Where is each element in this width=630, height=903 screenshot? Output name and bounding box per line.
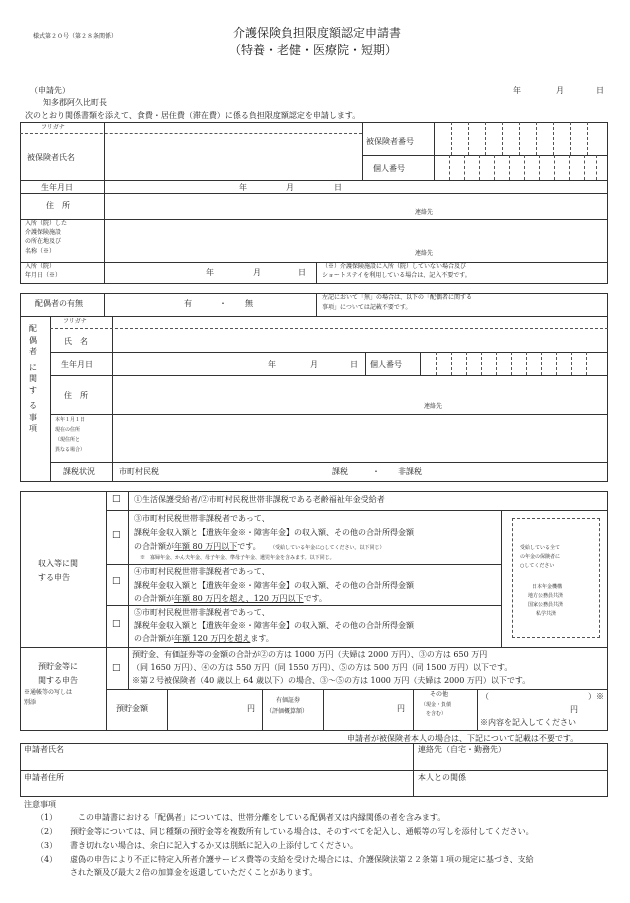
facility-label-1: 入所（院）した bbox=[25, 220, 68, 227]
spouse-tax-taxed[interactable]: 課税 bbox=[332, 467, 348, 476]
income-option3-checkbox[interactable]: □ bbox=[112, 530, 121, 540]
spouse-presence-label: 配偶者の有無 bbox=[35, 299, 83, 308]
admission-note-2: ショートステイを利用している場合は、記入不要です。 bbox=[322, 272, 471, 279]
spouse-personal-number-label: 個人番号 bbox=[370, 360, 402, 369]
admission-note-1: （※）介護保険施設に入所（院）していない場合及び bbox=[322, 263, 467, 270]
note-2-text: 預貯金等については、同じ種類の預貯金等を複数所有している場合は、そのすべてを記入し、通帳等の写しを添付してください。 bbox=[70, 827, 534, 836]
spouse-jan1-label-4: 異なる場合） bbox=[55, 447, 86, 453]
spouse-tax-dot: ・ bbox=[372, 467, 380, 476]
spouse-birth-day: 日 bbox=[350, 360, 358, 369]
deposit-amount-label: 預貯金額 bbox=[116, 704, 148, 713]
insured-birth-month: 月 bbox=[286, 183, 294, 192]
other-assets-label-2: （現金・負債 bbox=[421, 702, 452, 708]
spouse-presence-yes[interactable]: 有 bbox=[184, 299, 192, 308]
addressee-label: （申請先） bbox=[30, 86, 70, 95]
securities-label-1: 有価証券 bbox=[276, 697, 301, 704]
spouse-section-side-label: 配 偶 者 に 関 す る 事 項 bbox=[29, 324, 37, 433]
insured-address-label: 住 所 bbox=[46, 201, 70, 210]
admission-label-2: 年月日（※） bbox=[25, 272, 62, 279]
spouse-contact-label: 連絡先 bbox=[424, 403, 443, 410]
other-assets-label-1: その他 bbox=[430, 691, 449, 698]
facility-label-2: 介護保険施設 bbox=[25, 229, 62, 236]
date-day: 日 bbox=[596, 86, 604, 95]
pension-insurer-private-school[interactable]: 私学共済 bbox=[536, 611, 557, 617]
note-1-text: この申請書における「配偶者」については、世帯分離をしている配偶者又は内縁関係の者を含みます。 bbox=[78, 813, 446, 822]
applicant-name-label: 申請者氏名 bbox=[24, 745, 64, 754]
spouse-presence-dot: ・ bbox=[219, 299, 227, 308]
admission-day: 日 bbox=[298, 268, 306, 277]
savings-label-4: 別添 bbox=[24, 699, 37, 706]
form-number: 様式第２０号（第２８条関係） bbox=[33, 33, 118, 40]
date-year: 年 bbox=[513, 86, 521, 95]
deposit-amount-unit: 円 bbox=[247, 704, 255, 713]
securities-unit: 円 bbox=[397, 704, 405, 713]
income-option3-line1: ③市町村民税世帯非課税者であって、 bbox=[134, 514, 270, 523]
addressee-name: 知多郡阿久比町長 bbox=[43, 98, 107, 107]
spouse-tax-exempt[interactable]: 非課税 bbox=[398, 467, 422, 476]
note-4-continuation: された額及び最大２倍の加算金を返還していただくことがあります。 bbox=[70, 868, 318, 877]
other-assets-paren-close: ）※ bbox=[588, 692, 604, 701]
admission-label-1: 入所（院） bbox=[25, 263, 56, 270]
admission-month: 月 bbox=[253, 268, 261, 277]
notes-title: 注意事項 bbox=[24, 800, 56, 809]
spouse-tax-municipal: 市町村民税 bbox=[119, 467, 159, 476]
insured-birth-day: 日 bbox=[334, 183, 342, 192]
income-option5-line1: ⑤市町村民税世帯非課税者であって、 bbox=[134, 608, 270, 617]
applicant-relation-label: 本人との関係 bbox=[418, 773, 466, 782]
spouse-jan1-label-2: 現在の住所 bbox=[55, 427, 81, 433]
form-subtitle: （特養・老健・医療院・短期） bbox=[229, 43, 398, 57]
applicant-note: 申請者が被保険者本人の場合は、下記について記載は不要です。 bbox=[347, 734, 579, 743]
spouse-section bbox=[20, 293, 608, 482]
savings-checkbox[interactable]: □ bbox=[112, 663, 121, 673]
insured-name-label: 被保険者氏名 bbox=[27, 153, 75, 162]
insured-personal-number-label: 個人番号 bbox=[373, 164, 405, 173]
income-option3-line2: 課税年金収入額と【遺族年金※・障害年金】の収入額、その他の合計所得金額 bbox=[134, 528, 414, 537]
other-assets-paren-open: （ bbox=[481, 692, 489, 701]
facility-label-4: 名称（※） bbox=[25, 248, 56, 255]
pension-box-line1: 受給している全て bbox=[520, 545, 561, 551]
form-title: 介護保険負担限度額認定申請書 bbox=[233, 26, 402, 40]
pension-insurer-jpa[interactable]: 日本年金機構 bbox=[532, 584, 563, 590]
income-option1-checkbox[interactable]: □ bbox=[112, 494, 121, 504]
income-option4-line1: ④市町村民税世帯非課税者であって、 bbox=[134, 567, 270, 576]
savings-label-2: 関する申告 bbox=[38, 676, 78, 685]
spouse-address-label: 住 所 bbox=[64, 391, 88, 400]
spouse-jan1-label-3: （現住所と bbox=[55, 437, 81, 443]
insured-birth-year: 年 bbox=[239, 183, 247, 192]
note-4-text: 虚偽の申告により不正に特定入所者介護サービス費等の支給を受けた場合には、介護保険法第２２条第１項の規定に基づき、支給 bbox=[70, 855, 534, 864]
insured-birthdate-label: 生年月日 bbox=[41, 183, 73, 192]
income-label-1: 収入等に関 bbox=[38, 559, 78, 568]
applicant-address-label: 申請者住所 bbox=[24, 773, 64, 782]
other-assets-label-3: を含む） bbox=[426, 711, 447, 717]
spouse-name-label: 氏 名 bbox=[64, 337, 88, 346]
facility-label-3: の所在地及び bbox=[25, 238, 62, 245]
income-option4-checkbox[interactable]: □ bbox=[112, 576, 121, 586]
pension-box-line2: の年金の保険者に bbox=[520, 554, 561, 560]
income-option1-text: ①生活保護受給者/②市町村民税世帯非課税である老齢福祉年金受給者 bbox=[134, 495, 385, 504]
savings-label-3: ※通帳等の写しは bbox=[24, 689, 73, 696]
pension-box-line3: ○してください bbox=[520, 563, 555, 569]
savings-text-line1: 預貯金、有価証券等の金額の合計が②の方は 1000 万円（夫婦は 2000 万円）、③の方は 650 万円 bbox=[132, 650, 488, 659]
savings-text-line3: ※第２号被保険者（40 歳以上 64 歳以下）の場合、③～⑤の方は 1000 万円（夫婦は 2000 万円）以下です。 bbox=[132, 676, 531, 685]
spouse-birthdate-label: 生年月日 bbox=[61, 360, 93, 369]
spouse-furigana-label: フリガナ bbox=[63, 318, 87, 325]
income-option5-checkbox[interactable]: □ bbox=[112, 619, 121, 629]
income-option5-line3: の合計額が年額 120 万円を超えます。 bbox=[134, 634, 274, 643]
note-4-number: （4） bbox=[36, 855, 58, 864]
application-statement: 次のとおり関係書類を添えて、食費・居住費（滞在費）に係る負担限度額認定を申請します。 bbox=[25, 111, 361, 120]
income-option4-line3: の合計額が年額 80 万円を超え、120 万円以下です。 bbox=[134, 594, 327, 603]
insured-furigana-label: フリガナ bbox=[41, 124, 65, 131]
note-3-number: （3） bbox=[36, 841, 58, 850]
securities-label-2: （評価概算額） bbox=[266, 708, 309, 715]
note-3-text: 書き切れない場合は、余白に記入するか又は別紙に記入の上添付してください。 bbox=[70, 841, 358, 850]
note-1-number: （1） bbox=[36, 813, 58, 822]
income-option5-line2: 課税年金収入額と【遺族年金※・障害年金】の収入額、その他の合計所得金額 bbox=[134, 621, 414, 630]
note-2-number: （2） bbox=[36, 827, 58, 836]
spouse-birth-year: 年 bbox=[268, 360, 276, 369]
other-assets-unit: 円 bbox=[570, 705, 578, 714]
admission-year: 年 bbox=[206, 268, 214, 277]
spouse-birth-month: 月 bbox=[310, 360, 318, 369]
savings-label-1: 預貯金等に bbox=[38, 662, 78, 671]
income-option4-line2: 課税年金収入額と【遺族年金※・障害年金】の収入額、その他の合計所得金額 bbox=[134, 581, 414, 590]
facility-contact-label: 連絡先 bbox=[415, 250, 434, 257]
spouse-presence-note-1: 左記において「無」の場合は、以下の「配偶者に関する bbox=[322, 294, 473, 301]
pension-insurer-box bbox=[512, 518, 600, 638]
insured-number-label: 被保険者番号 bbox=[366, 137, 414, 146]
spouse-presence-note-2: 事項」については記載不要です。 bbox=[322, 304, 412, 311]
applicant-contact-label: 連絡先（自宅・勤務先） bbox=[418, 745, 506, 754]
pension-insurer-local[interactable]: 地方公務員共済 bbox=[528, 593, 564, 599]
income-label-2: する申告 bbox=[38, 573, 70, 582]
income-option3-line3: の合計額が年額 80 万円以下です。 （受給している年金に○してください。以下同じ） bbox=[134, 542, 385, 551]
spouse-presence-no[interactable]: 無 bbox=[245, 299, 253, 308]
pension-insurer-national[interactable]: 国家公務員共済 bbox=[528, 602, 564, 608]
date-month: 月 bbox=[556, 86, 564, 95]
spouse-jan1-label-1: 本年１月１日 bbox=[55, 417, 86, 423]
spouse-tax-label: 課税状況 bbox=[63, 467, 95, 476]
other-assets-note: ※内容を記入してください bbox=[480, 718, 576, 727]
income-option3-note: ※ 寡婦年金、かん夫年金、母子年金、準母子年金、遺児年金を含みます。以下同じ。 bbox=[140, 555, 335, 561]
savings-text-line2: （同 1650 万円）、④の方は 550 万円（同 1550 万円）、⑤の方は 500 万円（同 1500 万円）以下です。 bbox=[132, 663, 513, 672]
insured-contact-label: 連絡先 bbox=[415, 209, 434, 216]
